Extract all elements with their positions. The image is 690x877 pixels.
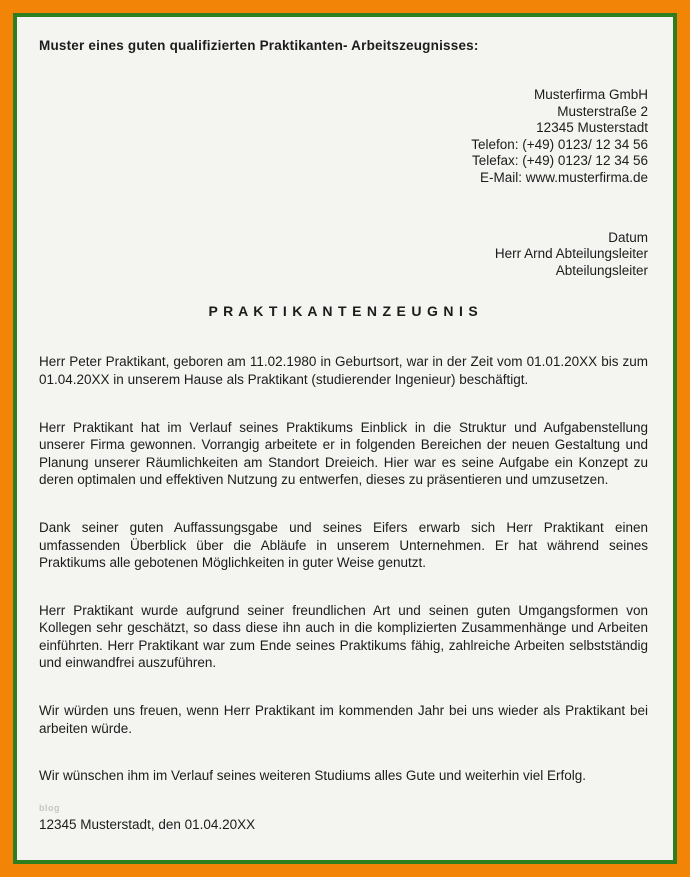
signatory-name: Herr Arnd Abteilungsleiter xyxy=(494,246,648,262)
company-email: E-Mail: www.musterfirma.de xyxy=(479,169,648,185)
paragraph-farewell: Wir wünschen ihm im Verlauf seines weiteren Studiums alles Gute und weiterhin viel Erfolg. xyxy=(39,768,586,784)
paragraph-introduction: Herr Peter Praktikant, geboren am 11.02.1980 in Geburtsort, war in der Zeit vom 01.01.20XX bis zum 01.04.20XX in unserem Hause als Praktikant (studierender Ingenieur) beschäftigt. xyxy=(39,354,648,387)
paragraph-conduct: Herr Praktikant wurde aufgrund seiner freundlichen Art und seinen guten Umgangsformen von Kollegen sehr geschätzt, so dass diese ihn auch in die komplizierten Zusammenhänge und Arbeiten einführten. Herr Praktikant war zum Ende seines Praktikums fähig, zahlreiche Arbeiten selbstständig und einwandfrei auszuführen. xyxy=(39,602,648,671)
date-label: Datum xyxy=(608,229,648,245)
company-name: Musterfirma GmbH xyxy=(533,87,648,102)
paragraph-performance: Dank seiner guten Auffassungsgabe und seines Eifers erwarb sich Herr Praktikant einen umfassenden Überblick über die Abläufe in unserem Unternehmen. Er hat während seines Praktikums alle gebotenen Möglichkeiten in guter Weise genutzt. xyxy=(39,519,648,571)
company-city: 12345 Musterstadt xyxy=(536,120,648,136)
company-phone: Telefon: (+49) 0123/ 12 34 56 xyxy=(471,136,648,152)
document-paper xyxy=(13,13,677,864)
paragraph-tasks: Herr Praktikant hat im Verlauf seines Praktikums Einblick in die Struktur und Aufgabenstellung unserer Firma gewonnen. Vorrangig arbeitete er in folgenden Bereichen der neuen Gestaltung und Planung unserer Räumlichkeiten am Standort Dreieich. Hier war es seine Aufgabe ein Konzept zu deren optimalen und effektiven Nutzung zu entwerfen, dieses zu präsentieren und umzusetzen. xyxy=(39,419,648,488)
signatory-role: Abteilungsleiter xyxy=(555,262,648,278)
company-street: Musterstraße 2 xyxy=(557,103,648,119)
company-fax: Telefax: (+49) 0123/ 12 34 56 xyxy=(471,153,648,169)
company-address-block xyxy=(39,87,648,187)
place-date-line: 12345 Musterstadt, den 01.04.20XX xyxy=(39,816,256,832)
paragraph-rehire-wish: Wir würden uns freuen, wenn Herr Praktikant im kommenden Jahr bei uns wieder als Praktikant bei arbeiten würde. xyxy=(39,703,648,736)
date-signatory-block xyxy=(39,230,648,280)
watermark-text: blog xyxy=(39,802,60,813)
document-heading: P R A K T I K A N T E N Z E U G N I S xyxy=(208,303,479,320)
document-content xyxy=(17,17,673,860)
document-title: Muster eines guten qualifizierten Praktikanten- Arbeitszeugnisses: xyxy=(39,38,479,53)
